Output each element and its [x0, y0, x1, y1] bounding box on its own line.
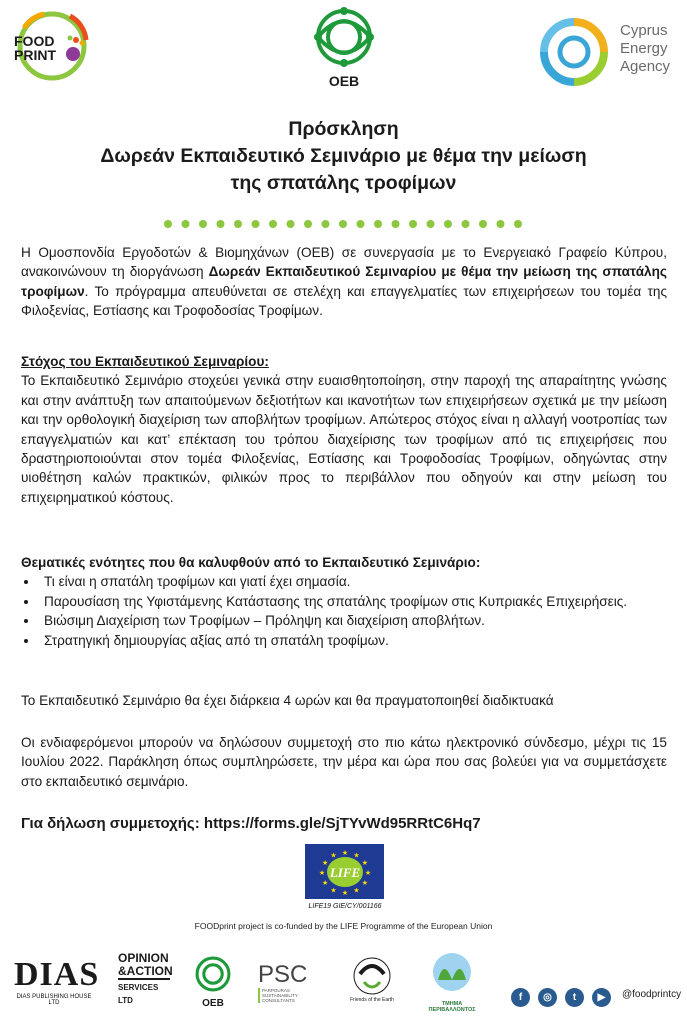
- friends-of-the-earth-logo: [344, 952, 400, 1010]
- foe-logo-text: Friends of the Earth: [350, 997, 394, 1003]
- youtube-icon[interactable]: ▶: [592, 988, 611, 1007]
- psc-logo: [258, 962, 318, 1006]
- svg-text:★: ★: [361, 860, 369, 867]
- oeb-logo: [311, 6, 377, 90]
- list-item: • Τι είναι η σπατάλη τροφίμων και γιατί έχει σημασία.: [39, 572, 667, 591]
- intro-text-1: Η Ομοσπονδία Εργοδοτών & Βιομηχάνων (ΟΕΒ) σε συνεργασία με το Ενεργειακό Γραφείο Κύπρου, ανακοινώνουν τη διοργάνωση: [21, 245, 667, 280]
- topics-list: [21, 572, 667, 650]
- registration-label: Για δήλωση συμμετοχής:: [21, 815, 204, 832]
- title-line1: Πρόσκληση: [288, 118, 399, 140]
- dias-logo-sub: DIAS PUBLISHING HOUSE LTD: [16, 994, 92, 1006]
- topics-section: [21, 553, 667, 650]
- instagram-icon[interactable]: ◎: [538, 988, 557, 1007]
- env-logo-text: ΤΜΗΜΑ ΠΕΡΙΒΑΛΛΟΝΤΟΣ: [428, 1001, 476, 1013]
- svg-text:★: ★: [341, 850, 349, 857]
- psc-logo-name: PSC: [258, 961, 308, 988]
- foodprint-logo: [10, 6, 100, 86]
- list-item: • Παρουσίαση της Υφιστάμενης Κατάστασης της σπατάλης τροφίμων στις Κυπριακές Επιχειρήσεις.: [39, 592, 667, 611]
- opinion-action-logo: [118, 951, 173, 1008]
- list-item: • Στρατηγική δημιουργίας αξίας από τη σπατάλη τροφίμων.: [39, 631, 667, 650]
- life-logo-text: LIFE: [329, 865, 361, 880]
- svg-text:★: ★: [318, 870, 326, 877]
- oeb-footer-label: OEB: [202, 998, 224, 1009]
- topics-heading: Θεματικές ενότητες που θα καλυφθούν από το Εκπαιδευτικό Σεμινάριο:: [21, 555, 481, 570]
- dias-logo-name: DIAS: [14, 956, 100, 993]
- life-project-code: LIFE19 GIE/CY/001166: [308, 903, 382, 910]
- foodprint-logo-line1: FOOD: [14, 33, 55, 49]
- title-line3: της σπατάλης τροφίμων: [230, 172, 457, 194]
- svg-text:★: ★: [330, 852, 337, 860]
- environment-department-logo: [424, 950, 480, 1013]
- intro-paragraph: [21, 243, 667, 321]
- facebook-icon[interactable]: f: [511, 988, 530, 1007]
- opinion-logo-line3: SERVICES LTD: [118, 978, 170, 1007]
- eu-life-logo: [305, 844, 384, 899]
- registration-link[interactable]: https://forms.gle/SjTYvWd95RRtC6Hq7: [203, 815, 481, 832]
- svg-text:★: ★: [341, 890, 349, 897]
- svg-text:★: ★: [364, 870, 372, 877]
- cofunded-note: FOODprint project is co-funded by the LIFE Programme of the European Union: [194, 921, 493, 931]
- duration-text: Το Εκπαιδευτικό Σεμινάριο θα έχει διάρκεια 4 ωρών και θα πραγματοποιηθεί διαδικτυακά: [21, 693, 554, 708]
- goal-text: Το Εκπαιδευτικό Σεμινάριο στοχεύει γενικά στην ευαισθητοποίηση, στην παροχή της απαραίτητης γνώσης και στην ανάπτυξη των απαιτούμενων δεξιοτήτων και ικανοτήτων των επιχειρήσεων σχετικά με την μείωση και την ορθολογική διαχείριση των αποβλήτων τροφίμων. Απώτερος στόχος είναι η αλλαγή νοοτροπίας των επαγγελματιών και κατ’ επέκταση του τρόπου διαχείρισης των τροφίμων από τις επιχειρήσεις που δραστηριοποιούνται στον τομέα Φιλοξενίας, Εστίασης και Τροφοδοσίας Τροφίμων, οδηγώντας στην υιοθέτηση καλών πρακτικών, φιλικών προς το περιβάλλον που οδηγούν και στην μείωση του επιχειρηματικού κόστους.: [21, 373, 667, 505]
- svg-text:★: ★: [321, 860, 329, 867]
- title-line2: Δωρεάν Εκπαιδευτικό Σεμινάριο με θέμα την μείωση: [100, 145, 587, 167]
- cea-logo-line3: Agency: [620, 58, 671, 75]
- oeb-footer-logo: [190, 955, 236, 1007]
- cea-logo-line1: Cyprus: [620, 22, 668, 39]
- twitter-icon[interactable]: t: [565, 988, 584, 1007]
- oeb-logo-label: OEB: [328, 73, 360, 89]
- svg-text:★: ★: [353, 887, 360, 895]
- goal-heading: Στόχος του Εκπαιδευτικού Σεμιναρίου:: [21, 354, 269, 369]
- list-item: • Βιώσιμη Διαχείριση των Τροφίμων – Πρόληψη και διαχείριση αποβλήτων.: [39, 611, 667, 630]
- intro-text-2: . Το πρόγραμμα απευθύνεται σε στελέχη και επαγγελματίες των επιχειρήσεων του τομέα της Φιλοξενίας, Εστίασης και Τροφοδοσίας Τροφίμων.: [21, 283, 667, 319]
- svg-text:★: ★: [353, 852, 360, 860]
- opinion-logo-line1: OPINION: [118, 951, 169, 965]
- registration-line: [21, 815, 481, 832]
- registration-info: Οι ενδιαφερόμενοι μπορούν να δηλώσουν συμμετοχή στο πιο κάτω ηλεκτρονικό σύνδεσμο, μέχρι τις 15 Ιουλίου 2022. Παράκληση όπως συμπληρώσετε, την μέρα και ώρα που σας βολεύει για να συμμετάσχετε στο εκπαιδευτικό σεμινάριο.: [21, 735, 667, 789]
- opinion-logo-line2: &ACTION: [118, 964, 173, 978]
- cea-logo-line2: Energy: [620, 40, 668, 57]
- cyprus-energy-agency-logo: [538, 16, 683, 86]
- document-title: [0, 116, 687, 197]
- psc-logo-sub: PARPOURAS SUSTAINABILITY CONSULTANTS: [258, 988, 318, 1003]
- foodprint-logo-line2: PRINT: [14, 47, 56, 63]
- svg-text:★: ★: [330, 887, 337, 895]
- social-handle: @foodprintcy: [622, 989, 682, 1000]
- svg-text:★: ★: [361, 880, 369, 887]
- svg-text:★: ★: [321, 880, 329, 887]
- goal-section: [21, 352, 667, 507]
- dias-logo: [14, 956, 100, 1008]
- dotted-divider: [162, 218, 524, 230]
- intro-bold-text: Δωρεάν Εκπαιδευτικού Σεμιναρίου με θέμα την μείωση της σπατάλης τροφίμων: [21, 264, 667, 299]
